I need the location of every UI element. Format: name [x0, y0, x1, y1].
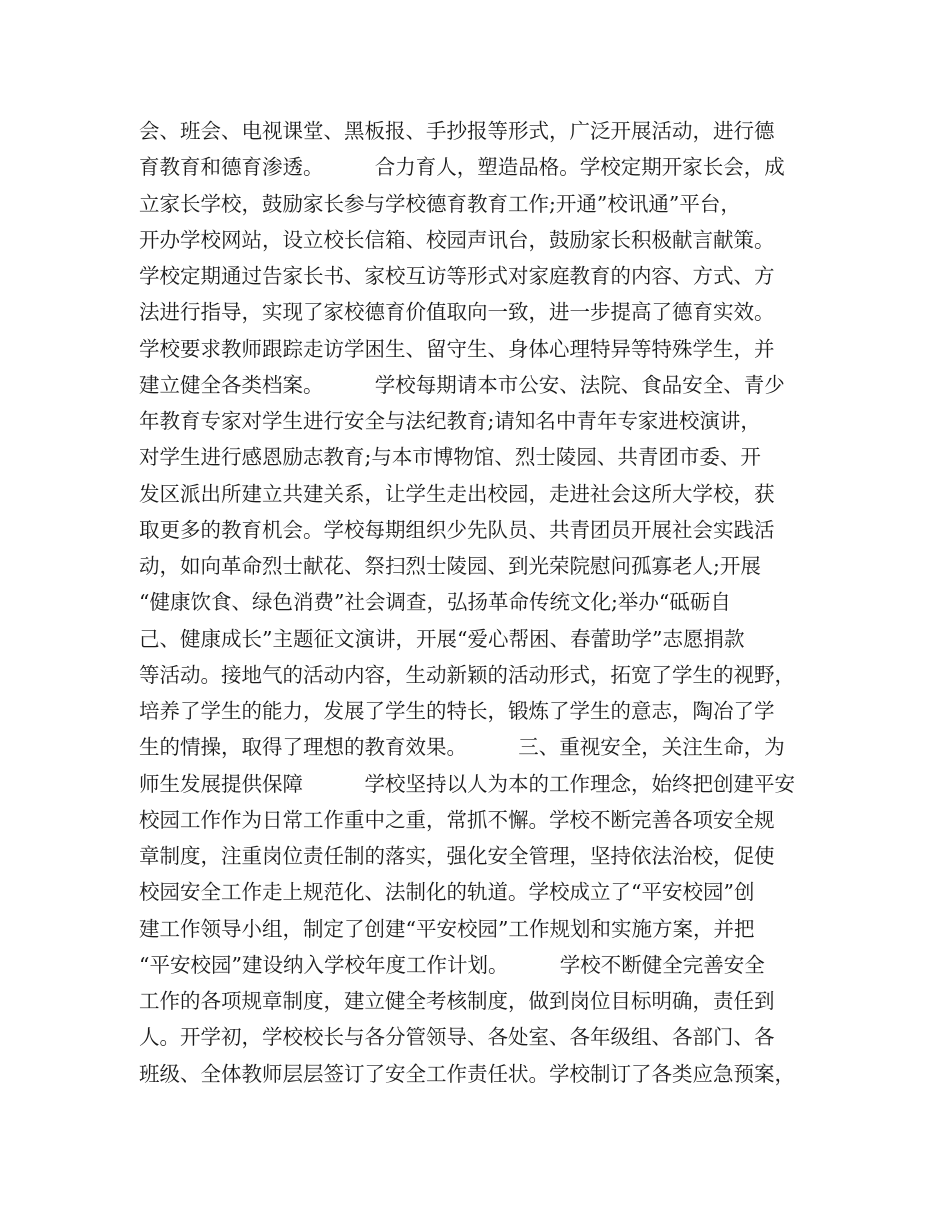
text-line: 工作的各项规章制度，建立健全考核制度，做到岗位目标明确，责任到: [139, 989, 775, 1013]
text-line: 培养了学生的能力，发展了学生的特长，锻炼了学生的意志，陶冶了学: [139, 699, 775, 723]
text-line: 等活动。接地气的活动内容，生动新颖的活动形式，拓宽了学生的视野，: [139, 662, 795, 687]
text-line: 取更多的教育机会。学校每期组织少先队员、共青团员开展社会实践活: [139, 517, 775, 542]
text-line: 学校要求教师跟踪走访学困生、留守生、身体心理特异等特殊学生，并: [139, 336, 775, 361]
text-line: 年教育专家对学生进行安全与法纪教育;请知名中青年专家进校演讲，: [139, 409, 761, 433]
text-line: 己、健康成长”主题征文演讲，开展“爱心帮困、春蕾助学”志愿捐款: [139, 626, 745, 651]
text-line: 法进行指导，实现了家校德育价值取向一致，进一步提高了德育实效。: [139, 300, 775, 325]
text-line: 校园安全工作走上规范化、法制化的轨道。学校成立了“平安校园”创: [139, 880, 755, 905]
text-line: “健康饮食、绿色消费”社会调查，弘扬革命传统文化;举办“砥砺自: [139, 590, 731, 615]
text-line: “平安校园”建设纳入学校年度工作计划。 学校不断健全完善安全: [139, 952, 765, 977]
text-line: 班级、全体教师层层签订了安全工作责任状。学校制订了各类应急预案，: [139, 1061, 795, 1086]
text-line: 动，如向革命烈士献花、祭扫烈士陵园、到光荣院慰问孤寡老人;开展: [139, 554, 761, 578]
text-line: 章制度，注重岗位责任制的落实，强化安全管理，坚持依法治校，促使: [139, 844, 775, 868]
text-line: 人。开学初，学校校长与各分管领导、各处室、各年级组、各部门、各: [139, 1025, 775, 1050]
text-line: 对学生进行感恩励志教育;与本市博物馆、烈士陵园、共青团市委、开: [139, 445, 761, 470]
text-line: 发区派出所建立共建关系，让学生走出校园，走进社会这所大学校，获: [139, 481, 775, 506]
text-line: 开办学校网站，设立校长信箱、校园声讯台，鼓励家长积极献言献策。: [139, 227, 775, 252]
text-line: 校园工作作为日常工作重中之重，常抓不懈。学校不断完善各项安全规: [139, 807, 775, 832]
body-text: [139, 113, 839, 1092]
text-line: 建工作领导小组，制定了创建“平安校园”工作规划和实施方案，并把: [139, 916, 755, 941]
text-line: 建立健全各类档案。 学校每期请本市公安、法院、食品安全、青少: [139, 372, 785, 397]
text-line: 生的情操，取得了理想的教育效果。 三、重视安全，关注生命，为: [139, 735, 785, 760]
text-line: 育教育和德育渗透。 合力育人，塑造品格。学校定期开家长会，成: [139, 155, 785, 180]
text-line: 师生发展提供保障 学校坚持以人为本的工作理念，始终把创建平安: [139, 771, 795, 796]
text-line: 立家长学校，鼓励家长参与学校德育教育工作;开通”校讯通”平台，: [139, 191, 741, 216]
text-line: 学校定期通过告家长书、家校互访等形式对家庭教育的内容、方式、方: [139, 264, 775, 288]
text-line: 会、班会、电视课堂、黑板报、手抄报等形式，广泛开展活动，进行德: [139, 119, 775, 143]
